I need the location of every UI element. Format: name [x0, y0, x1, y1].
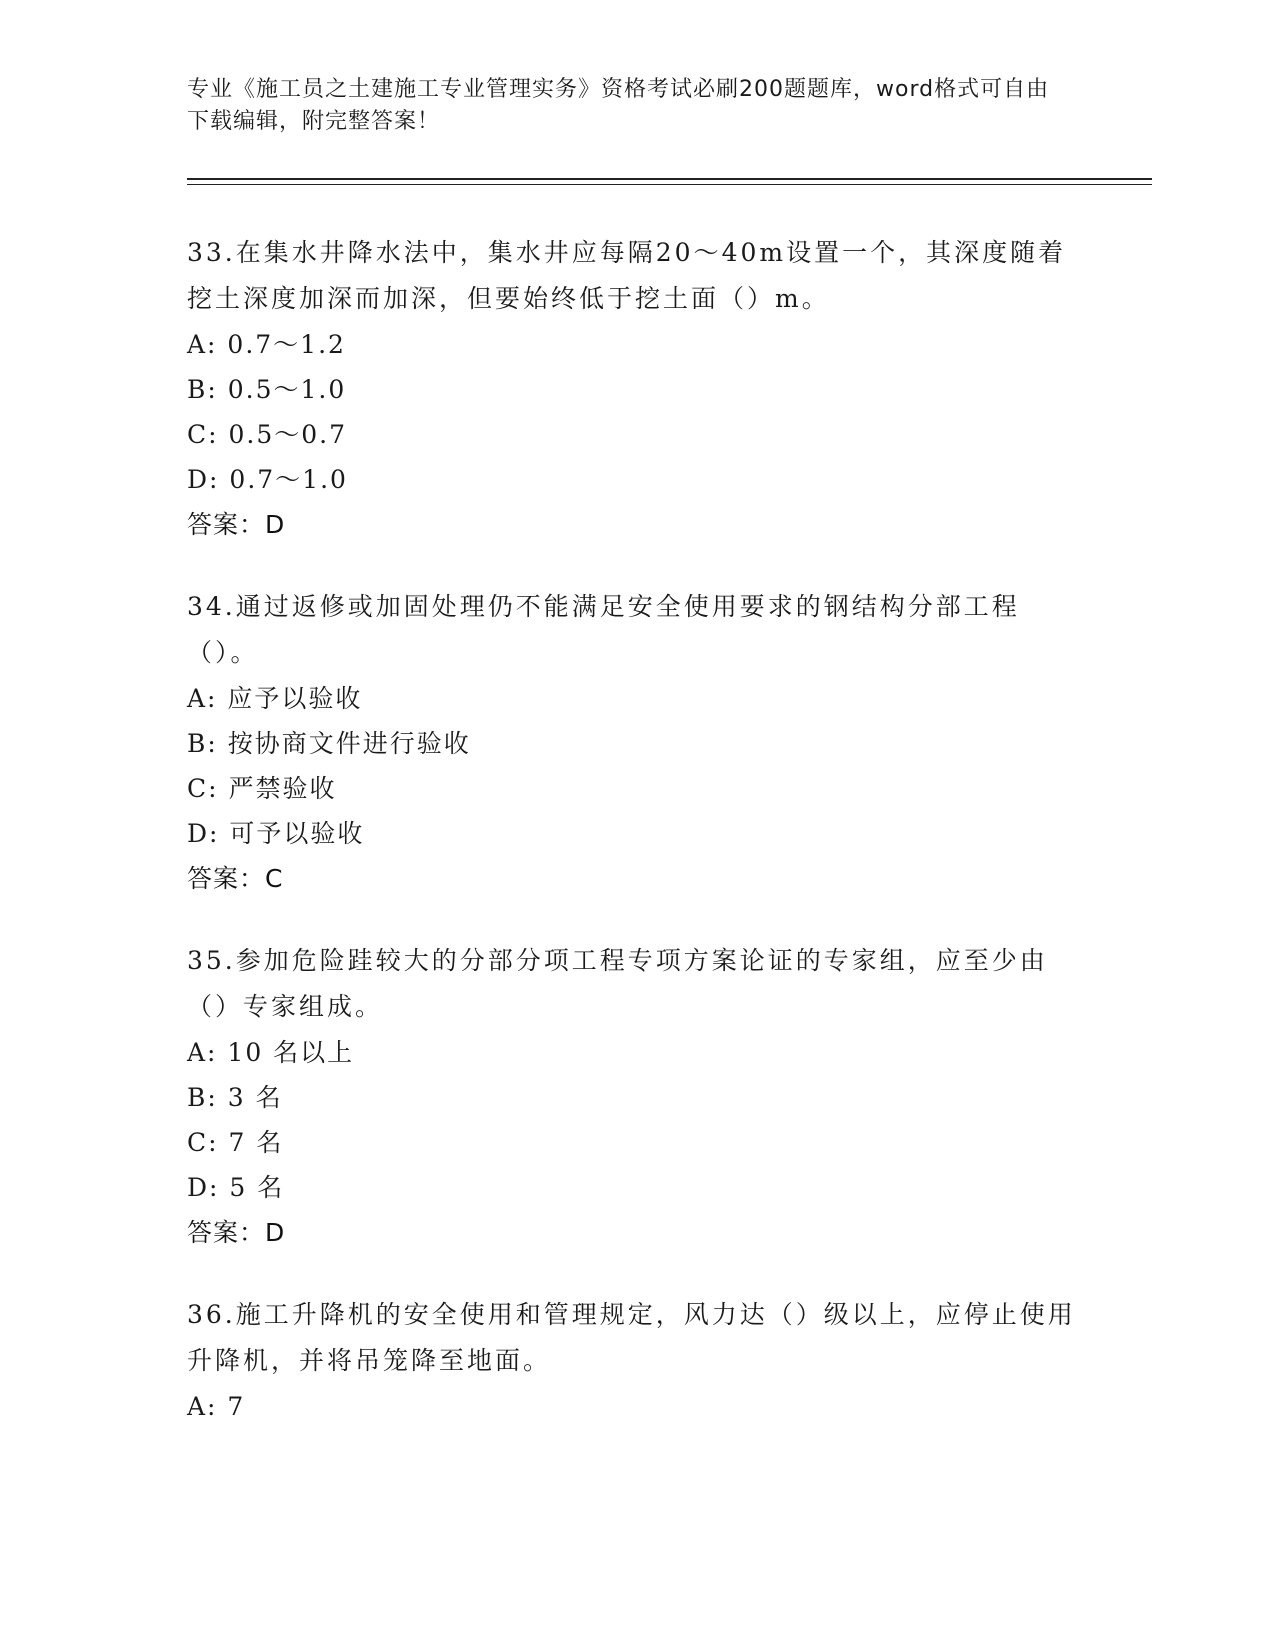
- question-35: [187, 938, 1087, 1256]
- answer-line: 答案：C: [187, 864, 284, 893]
- option-c: C: 7 名: [187, 1128, 284, 1157]
- option-d: D: 5 名: [187, 1173, 285, 1202]
- option-b: B: 3 名: [187, 1083, 283, 1112]
- question-stem: 36.施工升降机的安全使用和管理规定，风力达（）级以上，应停止使用升降机，并将吊笼降至地面。: [187, 1300, 1076, 1375]
- document-header: 专业《施工员之土建施工专业管理实务》资格考试必刷200题题库，word格式可自由下载编辑，附完整答案！: [187, 77, 1050, 134]
- question-36: [187, 1292, 1087, 1429]
- option-d: D: 可予以验收: [187, 819, 365, 848]
- option-c: C: 严禁验收: [187, 774, 337, 803]
- option-b: B: 0.5～1.0: [187, 375, 347, 404]
- option-a: A: 0.7～1.2: [187, 330, 346, 359]
- question-34: [187, 584, 1087, 902]
- option-c: C: 0.5～0.7: [187, 420, 348, 449]
- option-a: A: 10 名以上: [187, 1038, 355, 1067]
- question-list: [187, 230, 1087, 1465]
- answer-line: 答案：D: [187, 1218, 286, 1247]
- option-a: A: 应予以验收: [187, 684, 363, 713]
- question-stem: 34.通过返修或加固处理仍不能满足安全使用要求的钢结构分部工程（）。: [187, 592, 1020, 667]
- option-d: D: 0.7～1.0: [187, 465, 348, 494]
- question-33: [187, 230, 1087, 548]
- header-divider: [187, 178, 1152, 185]
- option-a: A: 7: [187, 1392, 246, 1421]
- answer-line: 答案：D: [187, 510, 286, 539]
- question-stem: 35.参加危险跬较大的分部分项工程专项方案论证的专家组，应至少由（）专家组成。: [187, 946, 1048, 1021]
- option-b: B: 按协商文件进行验收: [187, 729, 471, 758]
- question-stem: 33.在集水井降水法中，集水井应每隔20～40m设置一个，其深度随着挖土深度加深而加深，但要始终低于挖土面（）m。: [187, 238, 1067, 313]
